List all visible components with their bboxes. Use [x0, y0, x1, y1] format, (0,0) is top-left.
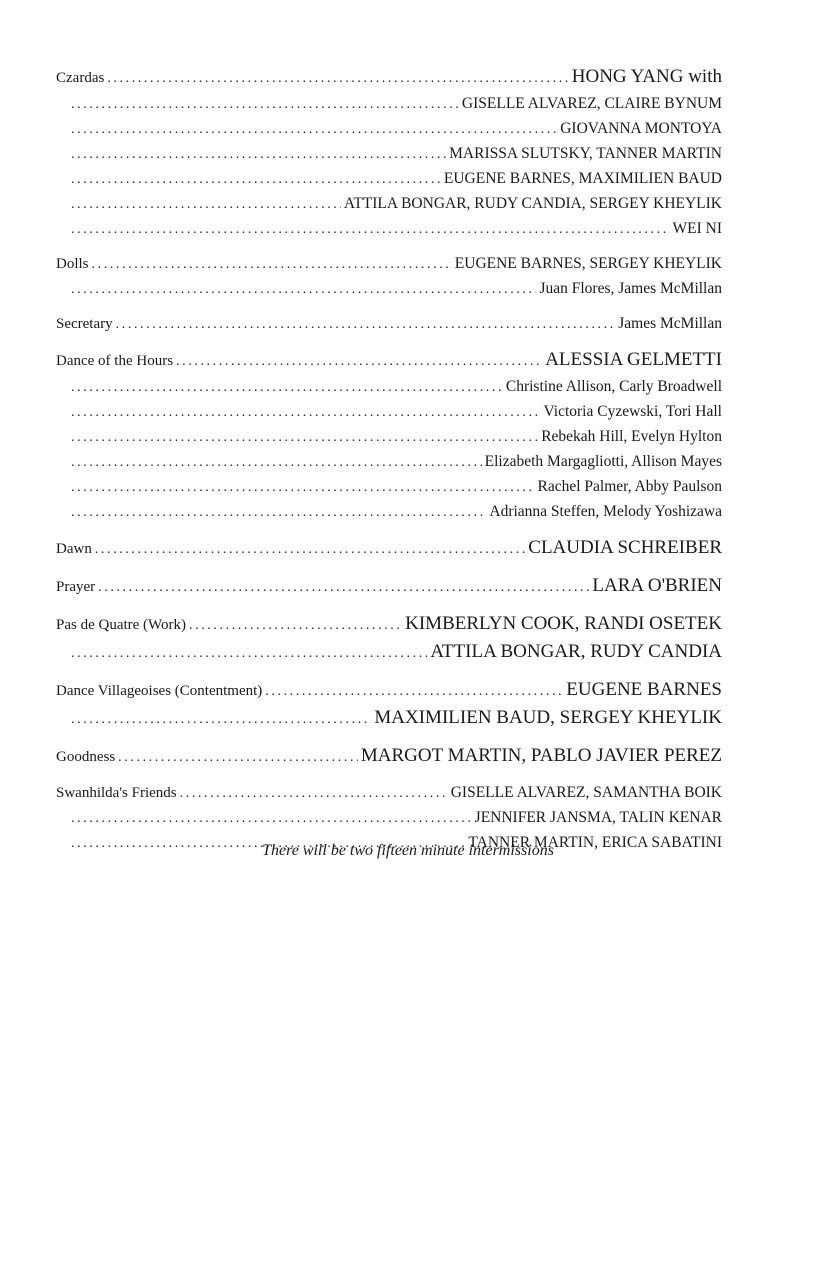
dot-leader [116, 313, 616, 337]
role-name: Goodness [56, 749, 116, 765]
cast-role-line [56, 611, 722, 639]
dancer-names: TANNER MARTIN, ERICA SABATINI [468, 834, 722, 851]
dot-leader [98, 575, 589, 601]
cast-role-line [56, 312, 722, 337]
dot-leader [71, 93, 459, 117]
dancer-names: EUGENE BARNES, SERGEY KHEYLIK [454, 255, 722, 272]
cast-continuation-line [56, 475, 722, 500]
cast-role-line [56, 347, 722, 375]
dancer-names: EUGENE BARNES, MAXIMILIEN BAUD [443, 170, 722, 187]
role-name: Dance Villageoises (Contentment) [56, 683, 263, 699]
cast-role-line [56, 535, 722, 563]
cast-continuation-line [56, 117, 722, 142]
cast-role-line [56, 64, 722, 92]
dancer-names: GIOVANNA MONTOYA [560, 120, 722, 137]
cast-group [56, 312, 722, 337]
cast-continuation-line [56, 705, 722, 733]
dot-leader [265, 679, 563, 705]
dot-leader [71, 376, 503, 400]
dot-leader [189, 613, 402, 639]
dancer-names: Victoria Cyzewski, Tori Hall [543, 403, 722, 420]
cast-list [56, 64, 722, 866]
dancer-names: JENNIFER JANSMA, TALIN KENAR [474, 809, 722, 826]
dot-leader [92, 253, 452, 277]
dancer-names: GISELLE ALVAREZ, CLAIRE BYNUM [461, 95, 722, 112]
cast-group [56, 252, 722, 302]
cast-group [56, 347, 722, 525]
cast-continuation-line [56, 500, 722, 525]
dot-leader [71, 168, 441, 192]
cast-continuation-line [56, 375, 722, 400]
dancer-names: James McMillan [618, 315, 722, 332]
dancer-names: Rebekah Hill, Evelyn Hylton [541, 428, 722, 445]
role-name: Prayer [56, 579, 96, 595]
cast-continuation-line [56, 142, 722, 167]
cast-group [56, 535, 722, 563]
dancer-names: CLAUDIA SCHREIBER [528, 537, 722, 558]
dot-leader [180, 782, 448, 806]
dot-leader [95, 537, 525, 563]
dancer-names: Adrianna Steffen, Melody Yoshizawa [489, 503, 722, 520]
dancer-names: KIMBERLYN COOK, RANDI OSETEK [405, 613, 722, 634]
cast-role-line [56, 781, 722, 806]
cast-group [56, 64, 722, 242]
dot-leader [71, 641, 427, 667]
dancer-names: Christine Allison, Carly Broadwell [505, 378, 722, 395]
dancer-names: MARISSA SLUTSKY, TANNER MARTIN [449, 145, 722, 162]
dancer-names: ALESSIA GELMETTI [545, 349, 722, 370]
cast-group [56, 573, 722, 601]
role-name: Secretary [56, 316, 113, 332]
role-name: Dawn [56, 541, 92, 557]
dancer-names: ATTILA BONGAR, RUDY CANDIA [430, 641, 722, 662]
cast-group [56, 677, 722, 733]
dot-leader [71, 218, 670, 242]
dancer-names: MAXIMILIEN BAUD, SERGEY KHEYLIK [374, 707, 722, 728]
dot-leader [118, 745, 358, 771]
cast-role-line [56, 573, 722, 601]
role-name: Swanhilda's Friends [56, 785, 177, 801]
dot-leader [71, 501, 486, 525]
cast-continuation-line [56, 450, 722, 475]
cast-group [56, 611, 722, 667]
dancer-names: MARGOT MARTIN, PABLO JAVIER PEREZ [360, 745, 722, 766]
role-name: Dolls [56, 256, 89, 272]
dancer-names: EUGENE BARNES [566, 679, 722, 700]
intermission-note: There will be two fifteen minute intermissions [262, 842, 554, 859]
dot-leader [71, 143, 446, 167]
cast-continuation-line [56, 425, 722, 450]
cast-role-line [56, 743, 722, 771]
dancer-names: ATTILA BONGAR, RUDY CANDIA, SERGEY KHEYLIK [343, 195, 722, 212]
dot-leader [71, 118, 557, 142]
role-name: Czardas [56, 70, 105, 86]
cast-group [56, 743, 722, 771]
dancer-names: Rachel Palmer, Abby Paulson [537, 478, 722, 495]
role-name: Pas de Quatre (Work) [56, 617, 186, 633]
dot-leader [71, 476, 535, 500]
role-name: Dance of the Hours [56, 353, 174, 369]
cast-continuation-line [56, 277, 722, 302]
dot-leader [71, 807, 472, 831]
dancer-names: Elizabeth Margagliotti, Allison Mayes [484, 453, 722, 470]
dancer-names: GISELLE ALVAREZ, SAMANTHA BOIK [450, 784, 722, 801]
cast-continuation-line [56, 217, 722, 242]
cast-continuation-line [56, 92, 722, 117]
cast-continuation-line [56, 806, 722, 831]
dot-leader [71, 278, 536, 302]
dancer-names: LARA O'BRIEN [592, 575, 722, 596]
dancer-names: Juan Flores, James McMillan [539, 280, 722, 297]
dancer-names: WEI NI [672, 220, 722, 237]
cast-role-line [56, 677, 722, 705]
dot-leader [71, 426, 538, 450]
dot-leader [107, 66, 568, 92]
cast-continuation-line [56, 167, 722, 192]
dot-leader [71, 451, 482, 475]
cast-continuation-line [56, 192, 722, 217]
dancer-names: HONG YANG with [571, 66, 722, 87]
dot-leader [176, 349, 542, 375]
dot-leader [71, 193, 341, 217]
cast-continuation-line [56, 400, 722, 425]
dot-leader [71, 707, 371, 733]
dot-leader [71, 401, 541, 425]
cast-role-line [56, 252, 722, 277]
cast-continuation-line [56, 639, 722, 667]
